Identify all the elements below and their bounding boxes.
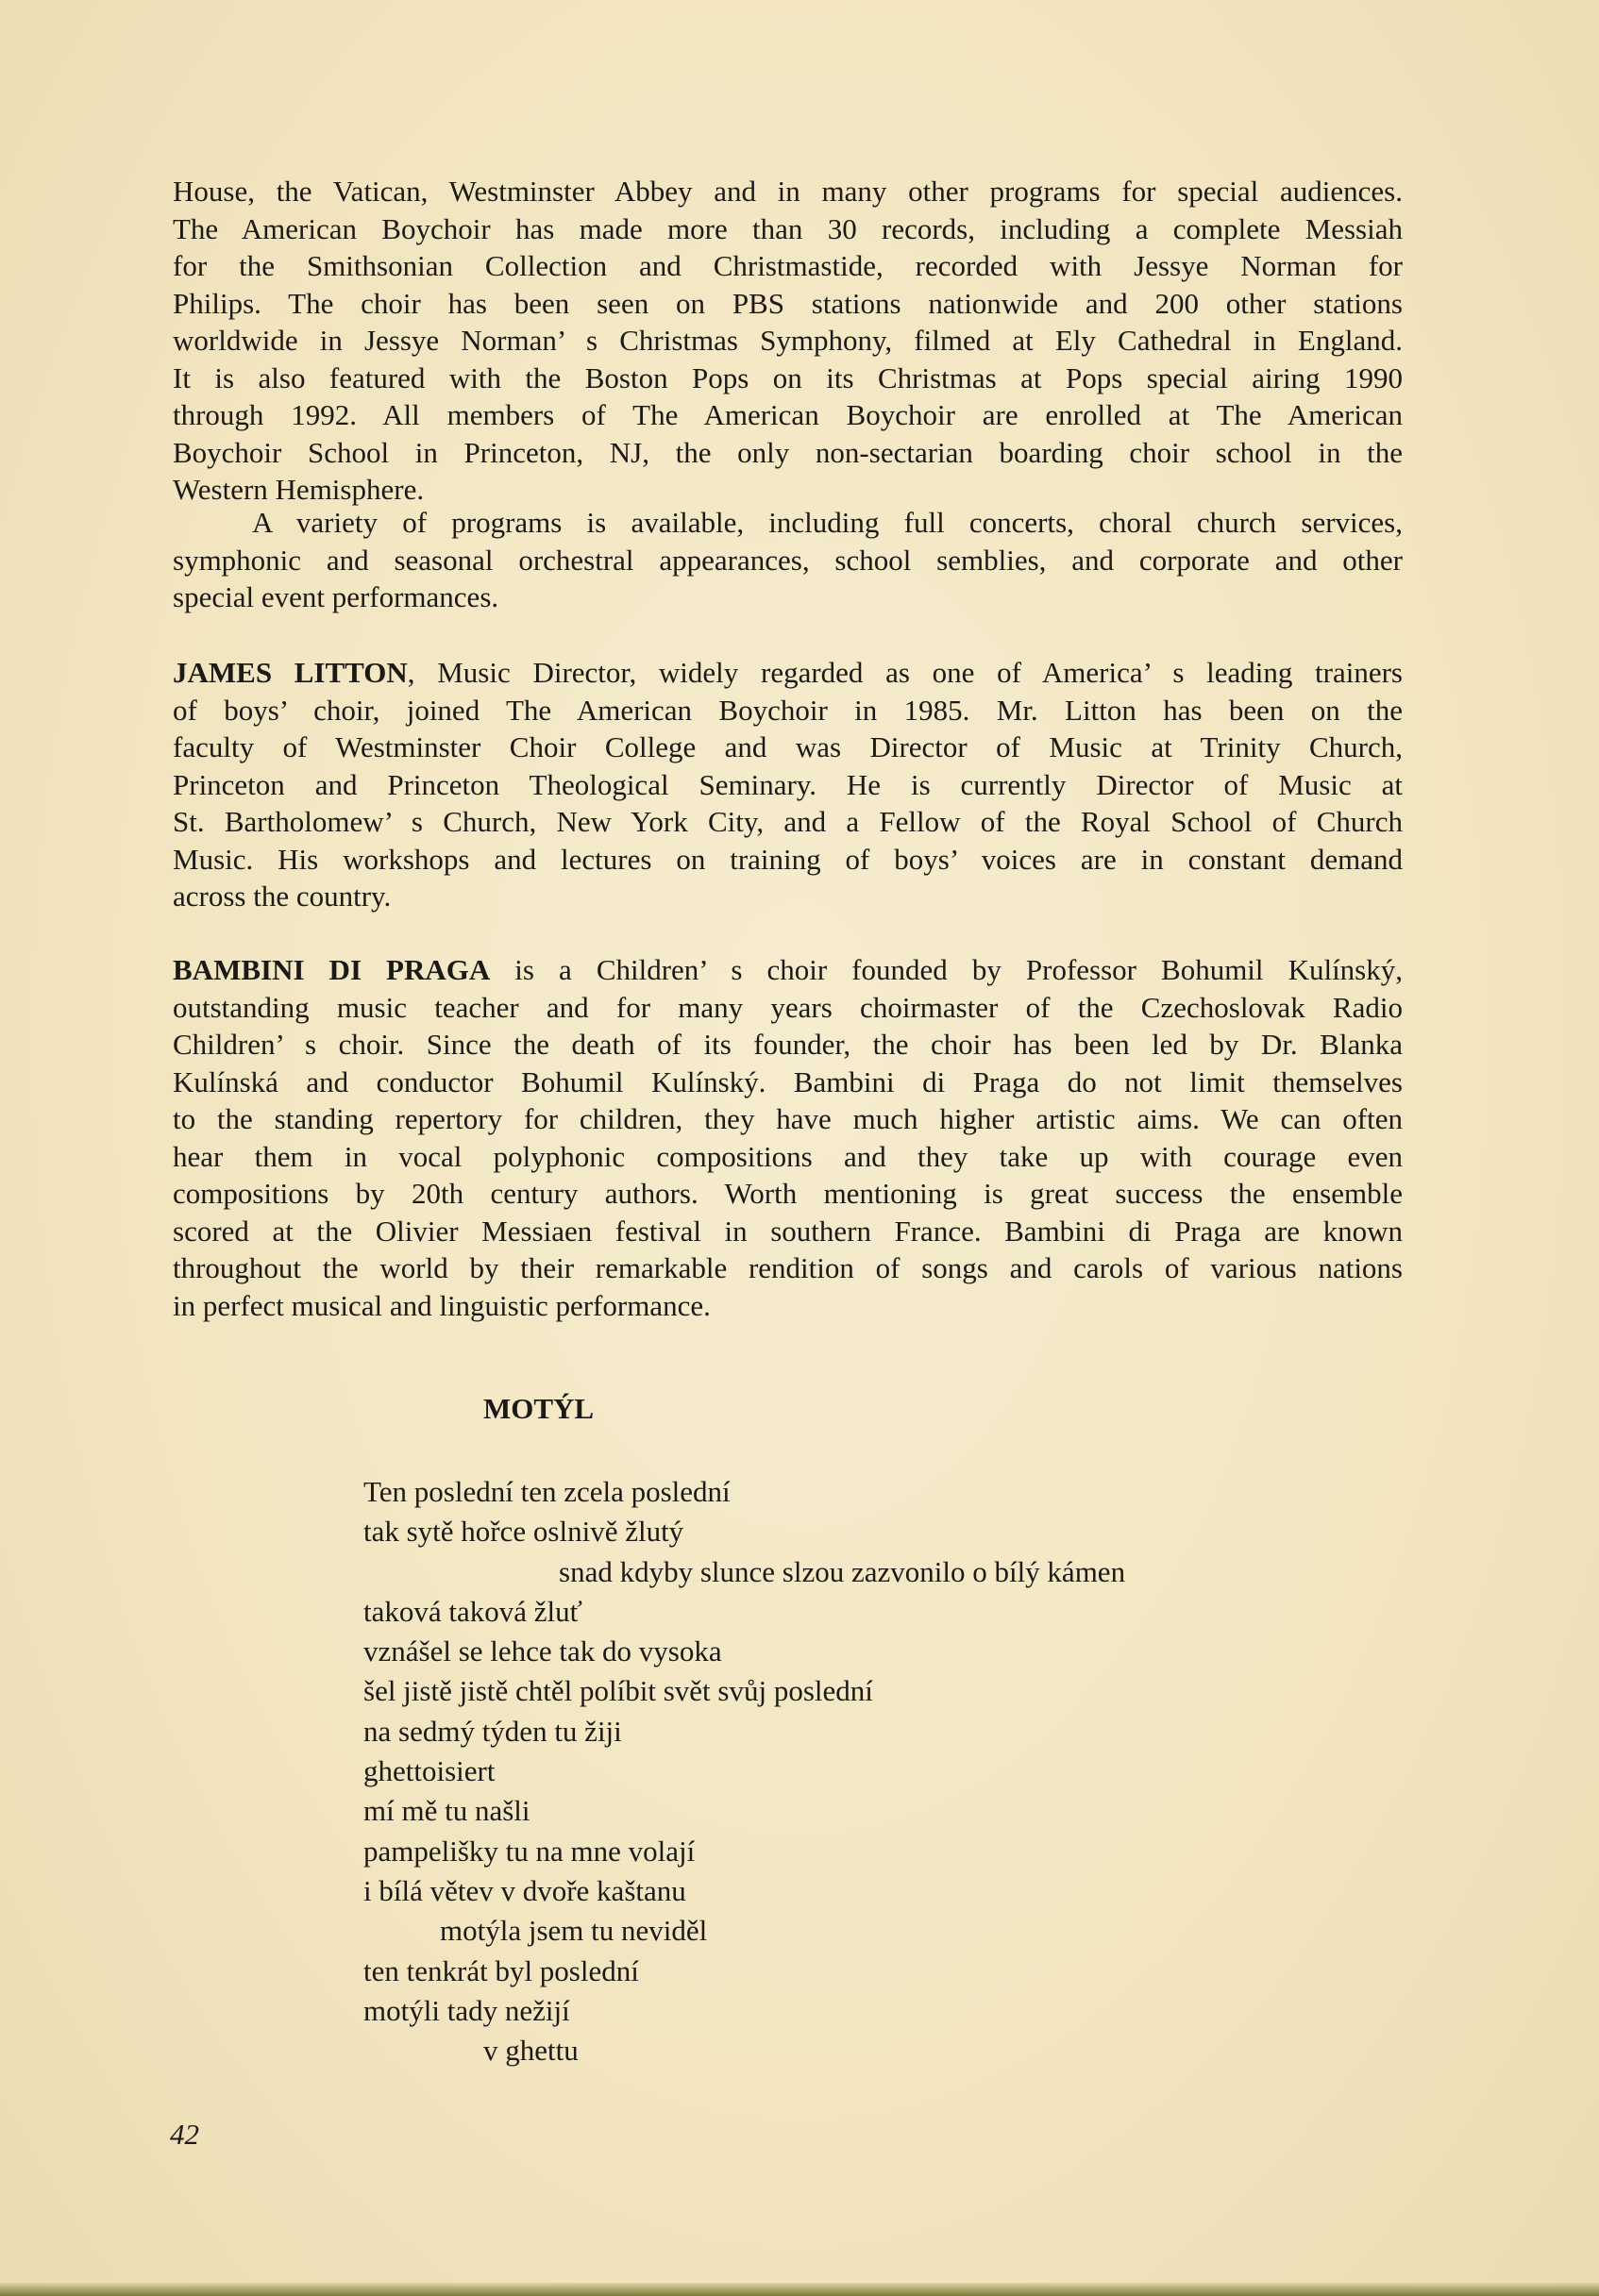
paragraph-variety [173,504,1403,616]
text-line: House, the Vatican, Westminster Abbey and in many other programs for special audiences. [173,175,1403,208]
text-line: across the country. [173,880,392,913]
poem-line: vznášel se lehce tak do vysoka [363,1634,722,1668]
text-line [173,951,1403,989]
text-line: Kulínská and conductor Bohumil Kulínský. Bambini di Praga do not limit themselves [173,1064,1403,1098]
paragraph-boychoir [173,173,1403,509]
text-line: faculty of Westminster Choir College and was Director of Music at Trinity Church, [173,730,1403,763]
poem-line: pampelišky tu na mne volají [363,1834,696,1868]
text-line: Boychoir School in Princeton, NJ, the only non-sectarian boarding choir school in the [173,435,1403,469]
poem-line: tak sytě hořce oslnivě žlutý [363,1515,684,1549]
text-line: special event performances. [173,580,499,613]
text-run: is a Children’ s choir founded by Professor Bohumil Kulínský, [490,953,1403,986]
poem-line: i bílá větev v dvoře kaštanu [363,1873,686,1907]
poem-line: v ghettu [483,2034,579,2068]
text-line: throughout the world by their remarkable rendition of songs and carols of various nations [173,1251,1403,1284]
text-line: worldwide in Jessye Norman’ s Christmas Symphony, filmed at Ely Cathedral in England. [173,324,1403,357]
text-line: It is also featured with the Boston Pops on its Christmas at Pops special airing 1990 [173,360,1403,394]
text-line: St. Bartholomew’ s Church, New York City, and a Fellow of the Royal School of Church [173,805,1403,838]
text-line: in perfect musical and linguistic performance. [173,1288,711,1322]
text-line: through 1992. All members of The American Boychoir are enrolled at The American [173,398,1403,431]
text-line: outstanding music teacher and for many years choirmaster of the Czechoslovak Radio [173,990,1403,1024]
text-run: , Music Director, widely regarded as one of America’ s leading trainers [407,656,1403,689]
text-line: Western Hemisphere. [173,473,425,506]
text-line: Philips. The choir has been seen on PBS stations nationwide and 200 other stations [173,286,1403,320]
text-line [173,654,1403,692]
poem-line: snad kdyby slunce slzou zazvonilo o bílý kámen [559,1554,1126,1588]
poem-title: MOTÝL [483,1392,595,1425]
text-line: compositions by 20th century authors. Worth mentioning is great success the ensemble [173,1177,1403,1210]
text-line: Music. His workshops and lectures on training of boys’ voices are in constant demand [173,842,1403,876]
poem-line: ten tenkrát byl poslední [363,1953,639,1987]
poem-line: na sedmý týden tu žiji [363,1714,622,1748]
paragraph-bambini-di-praga [173,951,1403,1324]
text-line: Children’ s choir. Since the death of its founder, the choir has been led by Dr. Blanka [173,1028,1403,1061]
text-line: hear them in vocal polyphonic compositions and they take up with courage even [173,1139,1403,1173]
text-line: to the standing repertory for children, they have much higher artistic aims. We can often [173,1102,1403,1135]
poem-line: mí mě tu našli [363,1794,530,1828]
page-number: 42 [170,2118,199,2151]
text-line: scored at the Olivier Messiaen festival in southern France. Bambini di Praga are known [173,1214,1403,1248]
choir-name: BAMBINI DI PRAGA [173,953,491,986]
text-line: for the Smithsonian Collection and Christmastide, recorded with Jessye Norman for [173,249,1403,282]
text-line: The American Boychoir has made more than 30 records, including a complete Messiah [173,211,1403,245]
poem-line: motýli tady nežijí [363,1993,570,2027]
text-line: Princeton and Princeton Theological Seminary. He is currently Director of Music at [173,767,1403,801]
person-name: JAMES LITTON [173,656,408,689]
poem-line: taková taková žluť [363,1594,582,1628]
poem-line: motýla jsem tu neviděl [440,1914,708,1948]
poem [363,1472,1125,2070]
text-line: A variety of programs is available, including full concerts, choral church services, [252,506,1403,539]
paragraph-james-litton [173,654,1403,915]
text-line: of boys’ choir, joined The American Boychoir in 1985. Mr. Litton has been on the [173,693,1403,727]
text-line: symphonic and seasonal orchestral appearances, school semblies, and corporate and other [173,543,1403,577]
poem-line: šel jistě jistě chtěl políbit svět svůj poslední [363,1674,873,1708]
poem-line: ghettoisiert [363,1754,496,1788]
poem-line: Ten poslední ten zcela poslední [363,1475,731,1508]
